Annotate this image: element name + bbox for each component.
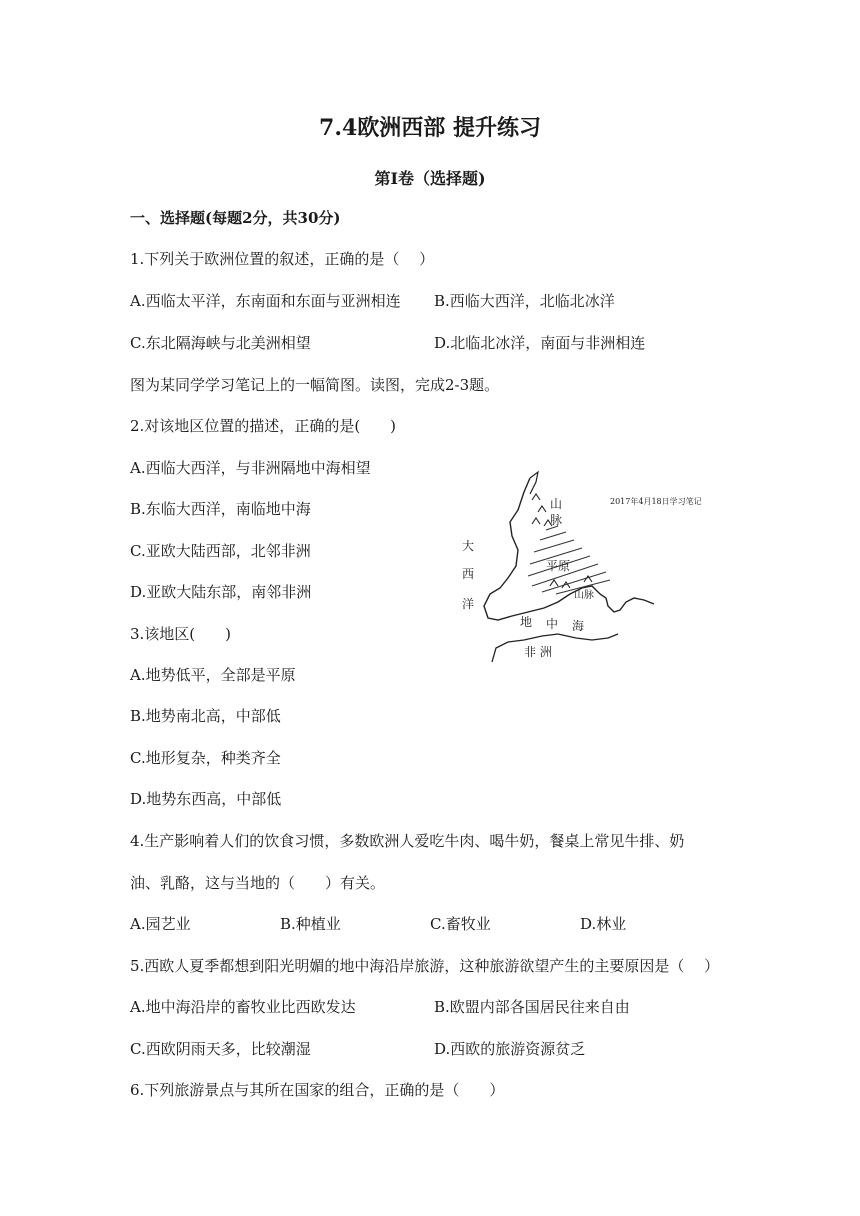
africa-coast <box>492 634 618 662</box>
intro-2-3: 图为某同学学习笔记上的一幅简图。读图，完成2-3题。 <box>130 376 500 394</box>
map-note: 2017年4月18日学习笔记 <box>610 497 702 506</box>
option-1c: C.东北隔海峡与北美洲相望 <box>130 334 311 352</box>
page-title: 7.4欧洲西部 提升练习 <box>319 115 541 141</box>
option-5a: A.地中海沿岸的畜牧业比西欧发达 <box>130 998 356 1016</box>
sea-label-3: 海 <box>572 619 585 633</box>
option-3a: A.地势低平，全部是平原 <box>130 666 296 684</box>
option-4a: A.园艺业 <box>130 915 191 933</box>
coastline-north <box>530 472 538 494</box>
ocean-label-1: 大 <box>462 539 475 553</box>
sketch-map-svg <box>458 470 708 670</box>
option-5c: C.西欧阴雨天多，比较潮湿 <box>130 1040 311 1058</box>
option-4d: D.林业 <box>580 915 627 933</box>
question-1: 1.下列关于欧洲位置的叙述，正确的是（ ） <box>130 250 435 268</box>
question-4-line2: 油、乳酪，这与当地的（ ）有关。 <box>130 874 386 892</box>
sketch-map <box>458 470 708 670</box>
question-3: 3.该地区( ) <box>130 625 232 643</box>
africa-label: 非 洲 <box>524 645 552 659</box>
question-5: 5.西欧人夏季都想到阳光明媚的地中海沿岸旅游，这种旅游欲望产生的主要原因是（ ） <box>130 957 720 975</box>
sea-label-1: 地 <box>520 615 533 629</box>
option-2a: A.西临大西洋，与非洲隔地中海相望 <box>130 459 371 477</box>
plain-label: 平原 <box>546 559 571 573</box>
option-2d: D.亚欧大陆东部，南邻非洲 <box>130 583 312 601</box>
sea-label-2: 中 <box>546 617 559 631</box>
option-2c: C.亚欧大陆西部，北邻非洲 <box>130 542 311 560</box>
mountain2-label: 山脉 <box>574 590 594 601</box>
mountain-label-2: 脉 <box>550 513 563 527</box>
option-2b: B.东临大西洋，南临地中海 <box>130 500 311 518</box>
ocean-label-2: 西 <box>462 567 475 581</box>
ocean-label-3: 洋 <box>462 597 475 611</box>
question-4-line1: 4.生产影响着人们的饮食习惯，多数欧洲人爱吃牛肉、喝牛奶，餐桌上常见牛排、奶 <box>130 832 685 850</box>
option-1a: A.西临太平洋，东南面和东面与亚洲相连 <box>130 292 401 310</box>
option-1b: B.西临大西洋，北临北冰洋 <box>434 292 615 310</box>
option-5d: D.西欧的旅游资源贫乏 <box>434 1040 586 1058</box>
question-6: 6.下列旅游景点与其所在国家的组合，正确的是（ ） <box>130 1081 505 1099</box>
option-4b: B.种植业 <box>280 915 341 933</box>
section-subtitle: 第I卷（选择题) <box>374 169 486 188</box>
option-5b: B.欧盟内部各国居民往来自由 <box>434 998 630 1016</box>
mountain-label-1: 山 <box>550 497 563 511</box>
option-3c: C.地形复杂，种类齐全 <box>130 749 281 767</box>
option-4c: C.畜牧业 <box>430 915 491 933</box>
option-1d: D.北临北冰洋，南面与非洲相连 <box>434 334 646 352</box>
option-3d: D.地势东西高，中部低 <box>130 790 282 808</box>
option-3b: B.地势南北高，中部低 <box>130 707 281 725</box>
question-2: 2.对该地区位置的描述，正确的是( ) <box>130 417 397 435</box>
section-heading: 一、选择题(每题2分，共30分) <box>130 209 341 227</box>
